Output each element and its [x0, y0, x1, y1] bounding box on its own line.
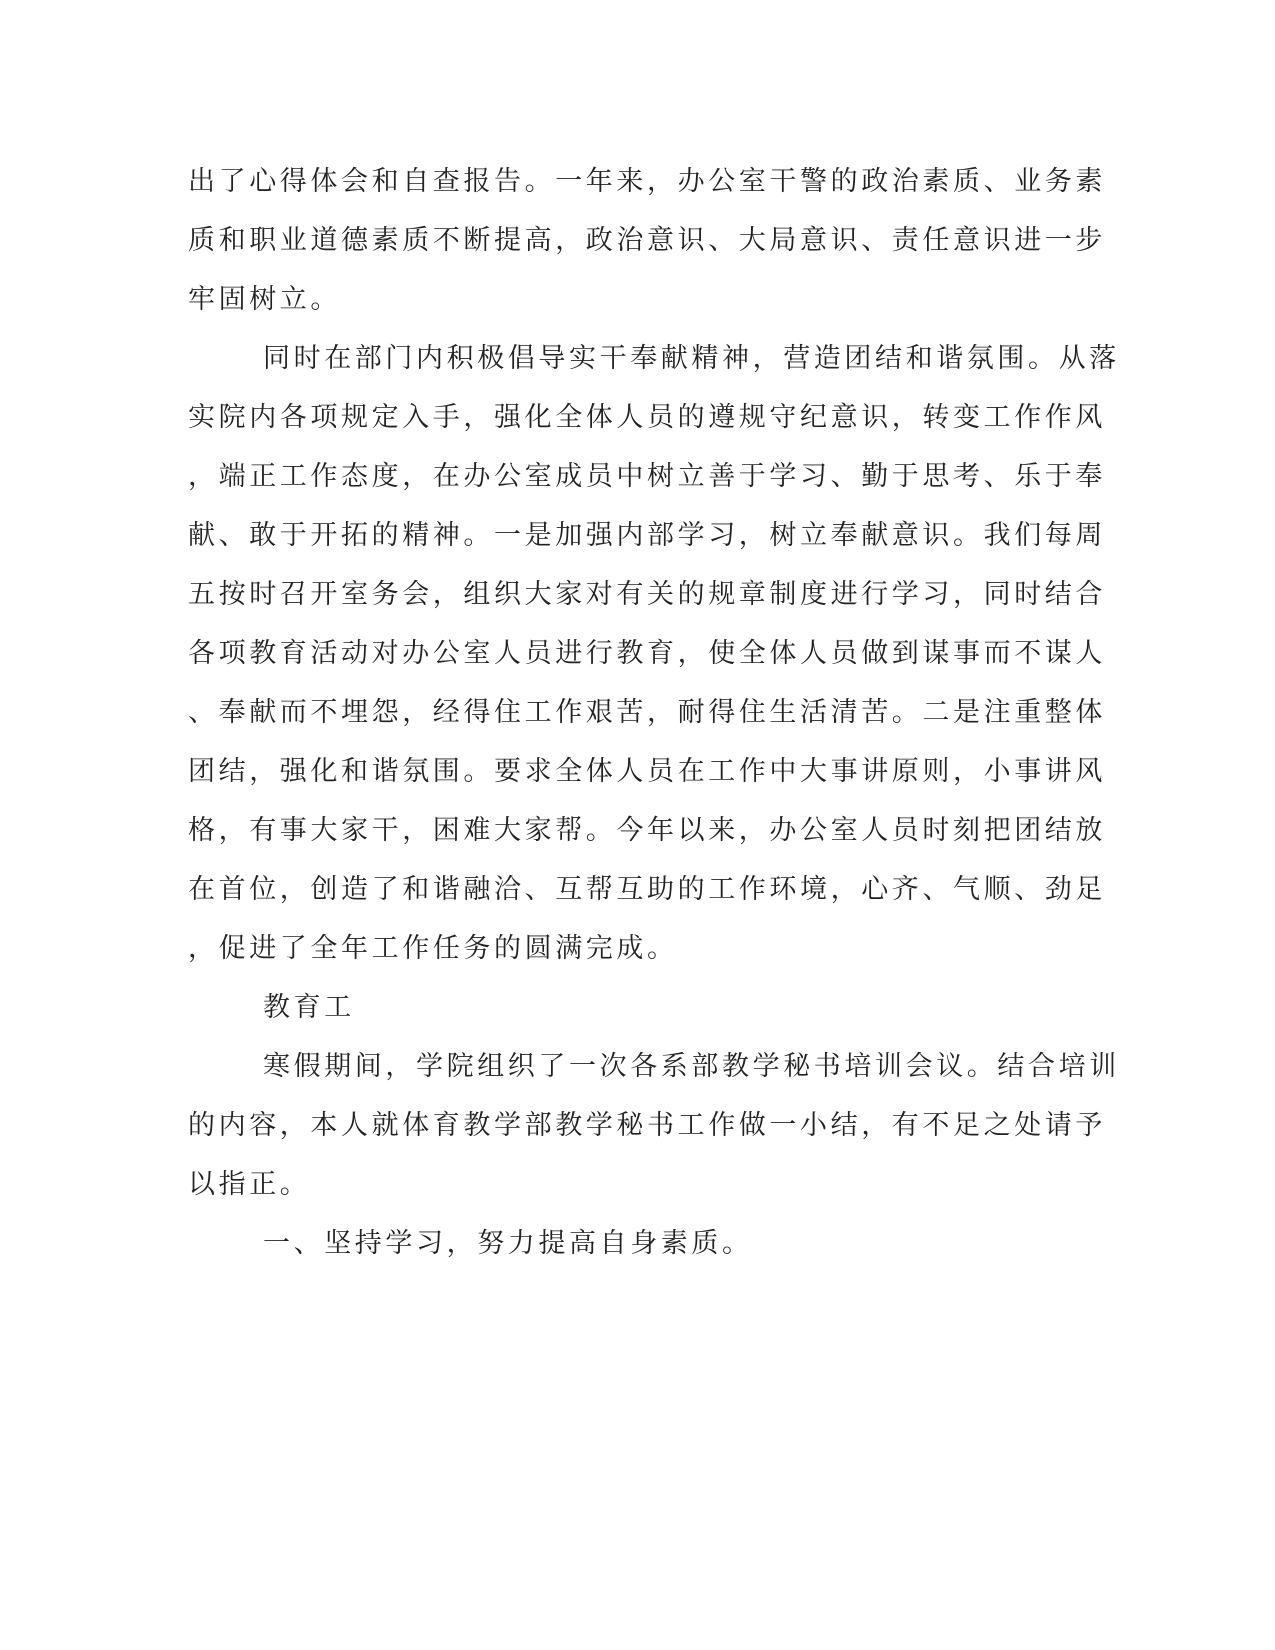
section-heading: 教育工 [263, 992, 355, 1023]
text-line: 各项教育活动对办公室人员进行教育，使全体人员做到谋事而不谋人 [188, 638, 1106, 669]
text-line: 团结，强化和谐氛围。要求全体人员在工作中大事讲原则，小事讲风 [188, 756, 1106, 787]
text-line: 的内容，本人就体育教学部教学秘书工作做一小结，有不足之处请予 [188, 1110, 1106, 1141]
text-line: 实院内各项规定入手，强化全体人员的遵规守纪意识，转变工作作风 [188, 402, 1106, 433]
text-line: 、奉献而不埋怨，经得住工作艰苦，耐得住生活清苦。二是注重整体 [188, 697, 1106, 728]
text-line: 献、敢于开拓的精神。一是加强内部学习，树立奉献意识。我们每周 [188, 520, 1106, 551]
text-line: 寒假期间，学院组织了一次各系部教学秘书培训会议。结合培训 [263, 1051, 1120, 1082]
text-line: 牢固树立。 [188, 284, 341, 315]
text-line: 在首位，创造了和谐融洽、互帮互助的工作环境，心齐、气顺、劲足 [188, 874, 1106, 905]
text-line: 同时在部门内积极倡导实干奉献精神，营造团结和谐氛围。从落 [263, 343, 1120, 374]
text-line: 质和职业道德素质不断提高，政治意识、大局意识、责任意识进一步 [188, 225, 1106, 256]
text-line: 出了心得体会和自查报告。一年来，办公室干警的政治素质、业务素 [188, 166, 1106, 197]
text-line: 五按时召开室务会，组织大家对有关的规章制度进行学习，同时结合 [188, 579, 1106, 610]
text-line: ，端正工作态度，在办公室成员中树立善于学习、勤于思考、乐于奉 [188, 461, 1106, 492]
text-line: 以指正。 [188, 1169, 311, 1200]
text-line: 格，有事大家干，困难大家帮。今年以来，办公室人员时刻把团结放 [188, 815, 1106, 846]
text-line: ，促进了全年工作任务的圆满完成。 [188, 933, 678, 964]
subsection-heading: 一、坚持学习，努力提高自身素质。 [263, 1228, 753, 1259]
